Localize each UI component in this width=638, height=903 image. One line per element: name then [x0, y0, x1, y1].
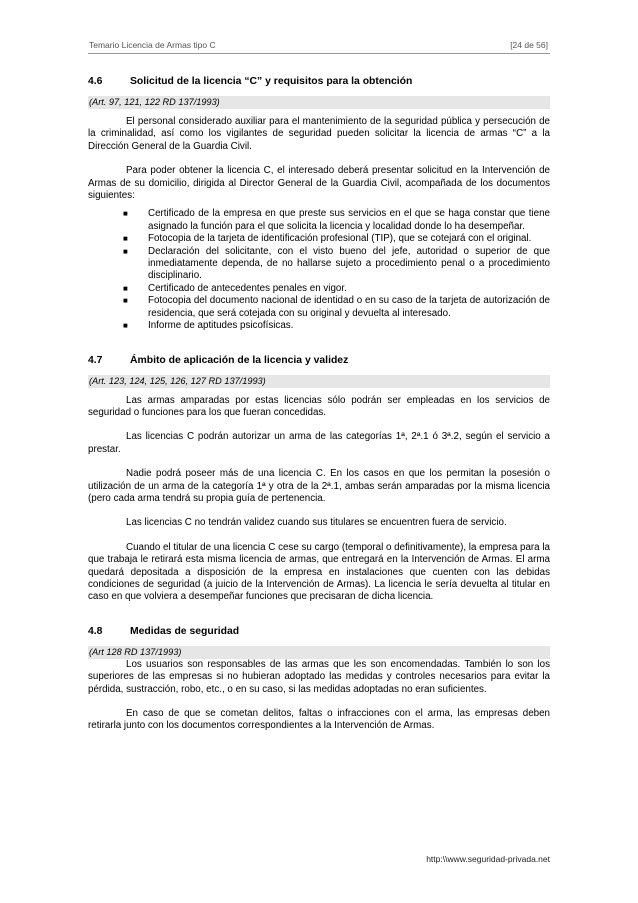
document-title: Temario Licencia de Armas tipo C [89, 40, 216, 50]
section-title: Ámbito de aplicación de la licencia y validez [130, 354, 349, 366]
list-item: ■ Fotocopia de la tarjeta de identificación profesional (TIP), que se cotejará con el original. [123, 233, 532, 245]
square-bullet-icon: ■ [123, 283, 128, 293]
page-content [88, 74, 550, 733]
paragraph: Los usuarios son responsables de las armas que les son encomendadas. También lo son los superiores de las empresas si no hubieran adoptado las medidas y controles necesarios para evitar la pérdida, sustracción, robo, etc., o en su caso, si las medidas adoptadas no eran suficientes. [88, 658, 550, 695]
paragraph: Para poder obtener la licencia C, el interesado deberá presentar solicitud en la Intervención de Armas de su domicilio, dirigida al Director General de la Guardia Civil, acompañada de los documentos siguientes: [88, 165, 550, 202]
square-bullet-icon: ■ [123, 234, 128, 244]
page-header [88, 36, 550, 54]
section-heading-4-7 [88, 353, 550, 368]
footer-url: http:\\www.seguridad-privada.net [426, 854, 550, 864]
list-item: ■ Certificado de la empresa en que preste sus servicios en el que se haga constar que tiene asignado la función para el que solicita la licencia y localidad donde lo ha desempeñar. [123, 208, 550, 232]
section-heading-4-8 [88, 624, 550, 639]
square-bullet-icon: ■ [123, 246, 128, 256]
section-title: Medidas de seguridad [130, 625, 240, 637]
section-number: 4.7 [88, 354, 103, 366]
list-item: ■ Fotocopia del documento nacional de identidad o en su caso de la tarjeta de autorización de residencia, que será cotejada con su original y devuelta al interesado. [123, 295, 550, 319]
square-bullet-icon: ■ [123, 321, 128, 331]
legal-reference: (Art. 97, 121, 122 RD 137/1993) [88, 96, 550, 109]
paragraph: Cuando el titular de una licencia C cese su cargo (temporal o definitivamente), la empresa para la que trabaja le retirará esta misma licencia de armas, que entregará en la Intervención de Armas. El arma quedará depositada a disposición de la empresa en instalaciones que cuenten con las debidas condiciones de seguridad (a juicio de la Intervención de Armas). La licencia le sería devuelta al titular en caso en que volviera a desempeñar funciones que precisaran de dicha licencia. [88, 541, 550, 603]
page-number: [24 de 56] [510, 40, 548, 50]
square-bullet-icon: ■ [123, 296, 128, 306]
paragraph: Las licencias C no tendrán validez cuando sus titulares se encuentren fuera de servicio. [126, 517, 507, 529]
paragraph: Nadie podrá poseer más de una licencia C. En los casos en que los permitan la posesión o utilización de un arma de la categoría 1ª y otra de la 2ª.1, ambas serán amparadas por la misma licencia (pero cada arma tendrá su propia guía de pertenencia. [88, 468, 550, 504]
section-number: 4.8 [88, 625, 103, 637]
section-title: Solicitud de la licencia “C” y requisitos para la obtención [130, 76, 413, 87]
legal-reference: (Art 128 RD 137/1993) [88, 646, 550, 659]
square-bullet-icon: ■ [123, 209, 128, 219]
list-item: ■ Certificado de antecedentes penales en vigor. [123, 282, 347, 294]
legal-reference: (Art. 123, 124, 125, 126, 127 RD 137/1993) [88, 375, 550, 388]
section-heading-4-6 [88, 74, 550, 89]
paragraph: El personal considerado auxiliar para el mantenimiento de la seguridad pública y persecución de la criminalidad, así como los vigilantes de seguridad pueden solicitar la licencia de armas “C” a la Dirección General de la Guardia Civil. [88, 116, 550, 152]
section-number: 4.6 [88, 76, 103, 87]
requirements-list [88, 208, 550, 332]
paragraph: Las licencias C podrán autorizar un arma de las categorías 1ª, 2ª.1 ó 3ª.2, según el servicio a prestar. [88, 431, 550, 455]
list-item: ■ Informe de aptitudes psicofísicas. [123, 320, 294, 332]
paragraph: En caso de que se cometan delitos, faltas o infracciones con el arma, las empresas deben retirarla junto con los documentos correspondientes a la Intervención de Armas. [88, 708, 550, 732]
paragraph: Las armas amparadas por estas licencias sólo podrán ser empleadas en los servicios de seguridad o funciones para los que fueran concedidas. [88, 394, 550, 418]
list-item: ■ Declaración del solicitante, con el visto bueno del jefe, autoridad o superior de que inmediatamente dependa, de no hallarse sujeto a procedimiento penal o a procedimiento disciplinario. [123, 245, 550, 282]
